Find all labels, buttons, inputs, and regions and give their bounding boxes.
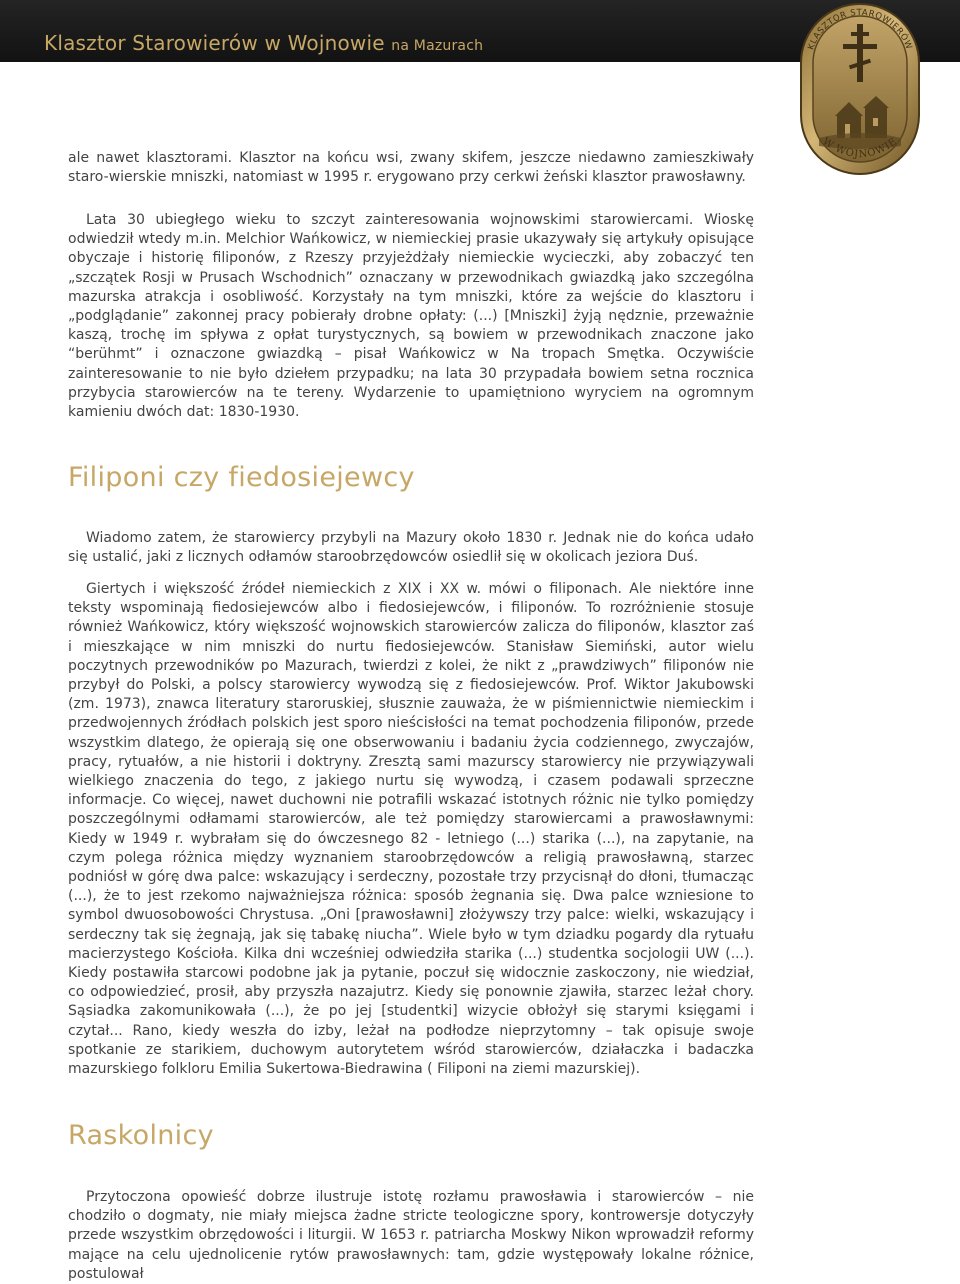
site-title-main: Klasztor Starowierów w Wojnowie [44, 31, 385, 55]
section-heading: Filiponi czy fiedosiejewcy [68, 462, 415, 493]
paragraph [68, 580, 754, 1079]
site-title [44, 31, 483, 55]
paragraph [68, 529, 754, 567]
site-title-subtitle: na Mazurach [391, 38, 484, 54]
paragraph [68, 1188, 754, 1284]
emblem-arc-text: KLASZTOR STAROWIERÓW [806, 7, 914, 52]
emblem-bottom-text: W WOJNOWIE [820, 136, 900, 161]
paragraph: ale nawet klasztorami. Klasztor na końcu wsi, zwany skifem, jeszcze niedawno zamieszkiwały staro-wierskie mniszki, natomiast w 1995 r. erygowano przy cerkwi żeński klasztor prawosławny. [68, 150, 754, 186]
paragraph-text: Wiadomo zatem, że starowiercy przybyli na Mazury około 1830 r. Jednak nie do końca udało się ustalić, jaki z licznych odłamów staroobrzędowców osiedlił się w okolicach jeziora Duś. [68, 530, 754, 566]
monastery-emblem [795, 0, 925, 178]
section-heading: Raskolnicy [68, 1120, 214, 1151]
paragraph-text: Lata 30 ubiegłego wieku to szczyt zainteresowania wojnowskimi starowiercami. Wioskę odwiedził wtedy m.in. Melchior Wańkowicz, w niemieckiej prasie ukazywały się artykuły opisujące obyczaje i historię filiponów, z Rzeszy przyjeżdżały niemieckie wycieczki, aby zobaczyć ten „szczątek Rosji w Prusach Wschodnich” oznaczany w przewodnikach gwiazdką jako szczególna mazurska atrakcja i osobliwość. Korzystały na tym mniszki, które za wejście do klasztoru i „podglądanie” zakonnej pracy pobierały drobne opłaty: (...) [Mniszki] żyją nędznie, przeważnie kaszą, trochę im spływa z opłat turystycznych, są bowiem w przewodnikach znaczone jako “berühmt” i oznaczone gwiazdką – pisał Wańkowicz w Na tropach Smętka. Oczywiście zainteresowanie to nie było dziełem przypadku; na lata 30 przypadała bowiem setna rocznica przybycia starowierców na te tereny. Wydarzenie to upamiętniono wyryciem na ogromnym kamieniu dwóch dat: 1830-1930. [68, 212, 754, 421]
paragraph [68, 211, 754, 422]
paragraph-text: Giertych i większość źródeł niemieckich z XIX i XX w. mówi o filiponach. Ale niektóre inne teksty wspominają fiedosiejewców albo i fiedosiejewców, i filiponów. To rozróżnienie stosuje również Wańkowicz, który większość wojnowskich starowierców zalicza do filiponów, klasztor zaś i mieszkające w nim mniszki do nurtu fiedosiejewców. Stanisław Siemiński, autor wielu poczytnych przewodników po Mazurach, twierdzi z kolei, że nikt z „prawdziwych” filiponów nie przybył do Polski, a polscy starowiercy wywodzą się z fiedosiejewców. Prof. Wiktor Jakubowski (zm. 1973), znawca literatury staroruskiej, słusznie zauważa, że w piśmiennictwie niemieckim i przedwojennych źródłach polskich jest sporo nieścisłości na temat pochodzenia filiponów, przede wszystkim dlatego, że opierają się one obserwowaniu i badaniu życia codziennego, zwyczajów, pracy, rytuałów, a nie historii i doktryny. Zresztą sami mazurscy starowiercy nie przywiązywali wielkiego znaczenia do tego, z jakiego nurtu się wywodzą, i czasem podawali sprzeczne informacje. Co więcej, nawet duchowni nie potrafili wskazać istotnych różnic nie tylko pomiędzy poszczególnymi odłamami starowierców, ale też pomiędzy starowiercami a prawosławnymi: Kiedy w 1949 r. wybrałam się do ówczesnego 82 - letniego (...) starika (...), na zapytanie, na czym polega różnica między wyznaniem staroobrzędowców a religią prawosławną, starzec podniósł w górę dwa palce: wskazujący i serdeczny, pozostałe trzy przycisnął do dłoni, tłumacząc (...), że to jest rzekomo najważniejsza różnica: sposób żegnania się. Dwa palce wzniesione to symbol dwuosobowości Chrystusa. „Oni [prawosławni] złożywszy trzy palce: wielki, wskazujący i serdeczny tak się żegnają, jak się tabakę niucha”. Wiele było w tym dziadku pogardy dla rytuału macierzystego Kościoła. Kilka dni wcześniej odwiedziła starika (...) studentka socjologii UW (...). Kiedy postawiła starcowi podobne jak ja pytanie, poczuł się widocznie zaskoczony, nie wiedział, co odpowiedzieć, prosił, aby przyszła nazajutrz. Kiedy się ponownie zjawiła, starzec leżał chory. Sąsiadka zakomunikowała (...), że po jej [studentki] wizycie obłożył się starymi księgami i czytał... Rano, kiedy weszła do izby, leżał na podłodze nieprzytomny – tak opisuje swoje spotkanie ze starikiem, duchowym autorytetem wśród starowierców, działaczka i badaczka mazurskiego folkloru Emilia Sukertowa-Biedrawina ( Filiponi na ziemi mazurskiej). [68, 581, 754, 1078]
paragraph-text: Przytoczona opowieść dobrze ilustruje istotę rozłamu prawosławia i starowierców – nie chodziło o dogmaty, nie miały miejsca żadne stricte teologiczne spory, kontrowersje dotyczyły przede wszystkim obrzędowości i liturgii. W 1653 r. patriarcha Moskwy Nikon wprowadził reformy mające na celu ujednolicenie rytów prawosławnych: tam, gdzie występowały lokalne różnice, postulował [68, 1189, 754, 1282]
